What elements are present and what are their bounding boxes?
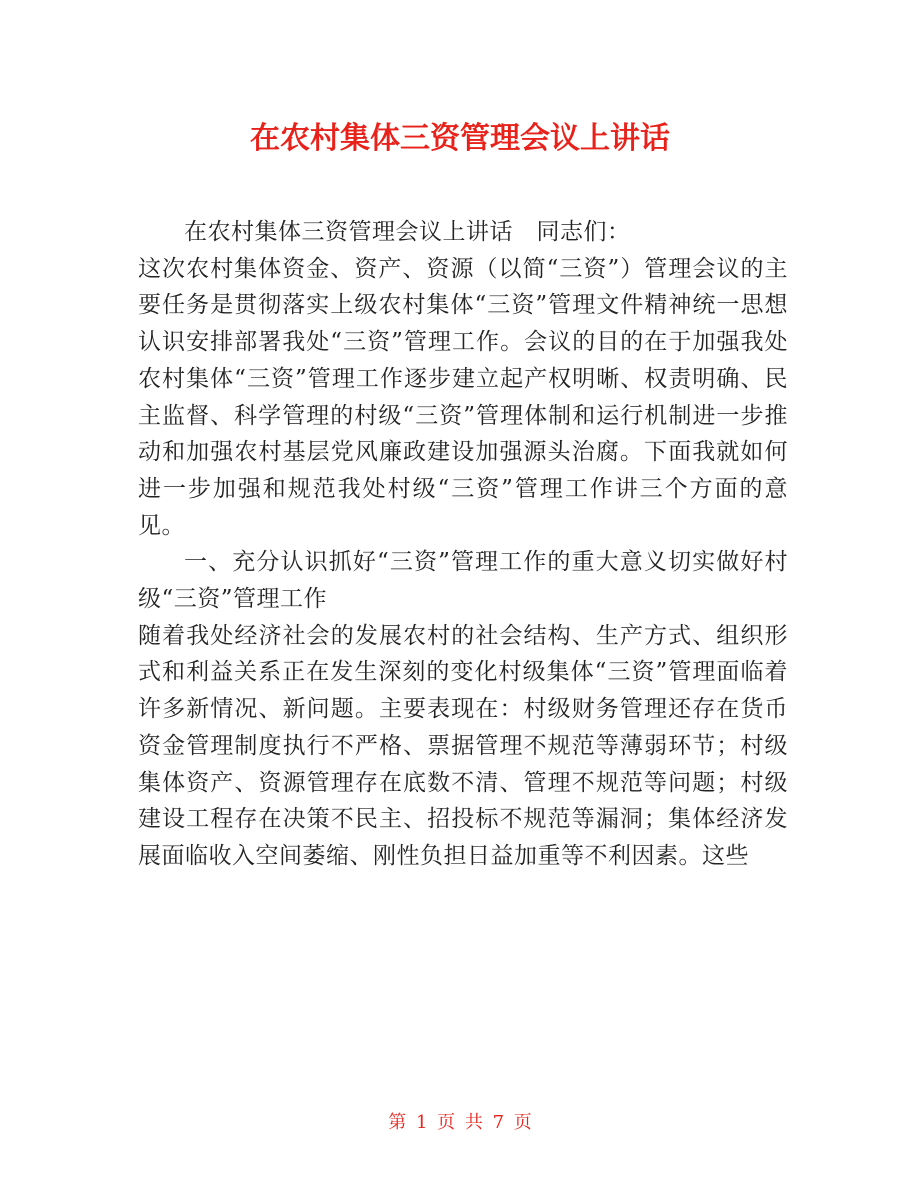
paragraph-section-1: 随着我处经济社会的发展农村的社会结构、生产方式、组织形式和利益关系正在发生深刻的变化村级集体“三资”管理面临着许多新情况、新问题。主要表现在：村级财务管理还存在货币资金管理制度执行不严格、票据管理不规范等薄弱环节；村级集体资产、资源管理存在底数不清、管理不规范等问题；村级建设工程存在决策不民主、招投标不规范等漏洞；集体经济发展面临收入空间萎缩、刚性负担日益加重等不利因素。这些 [138,622,788,869]
document-title: 在农村集体三资管理会议上讲话 [250,121,670,156]
document-body [138,214,788,875]
paragraph-intro: 这次农村集体资金、资产、资源（以简“三资”）管理会议的主要任务是贯彻落实上级农村集体“三资”管理文件精神统一思想认识安排部署我处“三资”管理工作。会议的目的在于加强我处农村集体“三资”管理工作逐步建立起产权明晰、权责明确、民主监督、科学管理的村级“三资”管理体制和运行机制进一步推动和加强农村基层党风廉政建设加强源头治腐。下面我就如何进一步加强和规范我处村级“三资”管理工作讲三个方面的意见。 [138,255,788,539]
section-heading-1: 一、充分认识抓好“三资”管理工作的重大意义切实做好村级“三资”管理工作 [138,549,788,613]
page-footer: 第 1 页 共 7 页 [388,1112,532,1133]
paragraph-greeting: 在农村集体三资管理会议上讲话 同志们： [184,219,631,245]
